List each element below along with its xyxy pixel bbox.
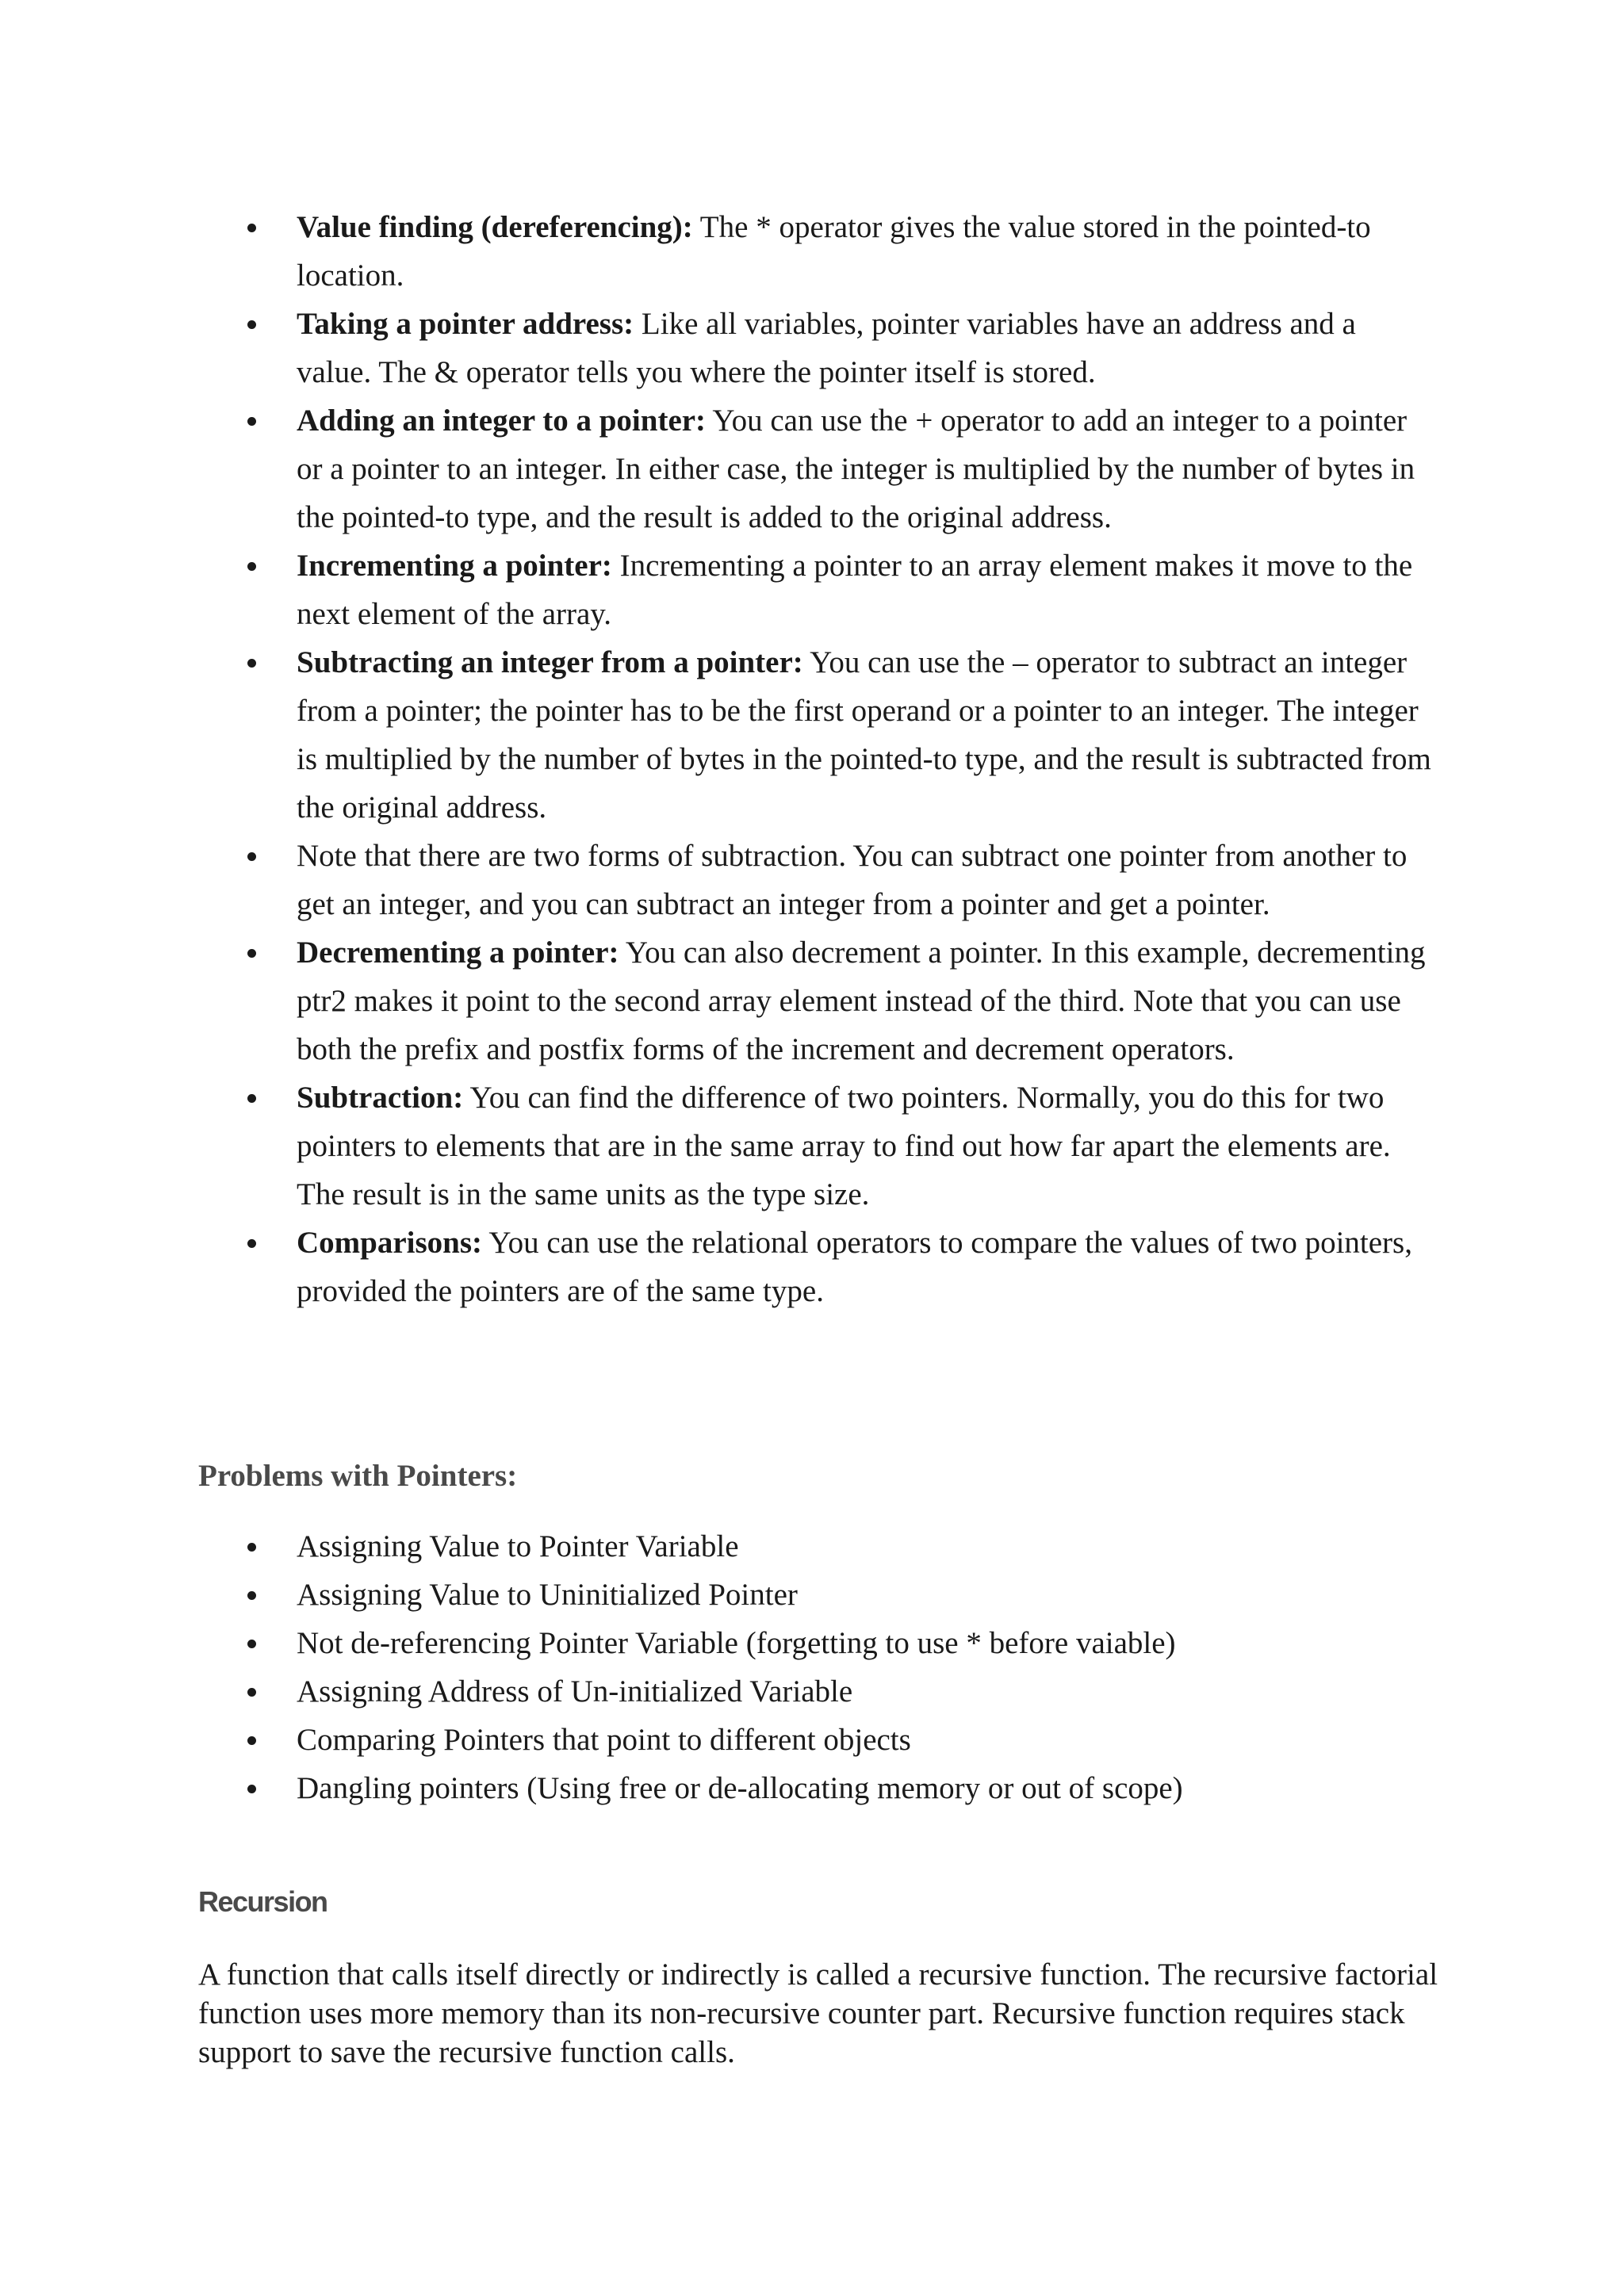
item-text: Assigning Value to Pointer Variable	[297, 1529, 739, 1563]
list-item	[0, 1764, 1624, 1812]
bullet-icon	[247, 852, 256, 861]
item-text: You can use the relational operators to compare the values of two pointers, provided the pointers are of the same type.	[297, 1226, 1412, 1308]
list-item	[0, 928, 1624, 1073]
bullet-icon	[247, 417, 256, 426]
list-item	[0, 1667, 1624, 1716]
item-text: Like all variables, pointer variables have an address and a value. The & operator tells you where the pointer itself is stored.	[297, 307, 1356, 389]
recursion-paragraph: A function that calls itself directly or indirectly is called a recursive function. The recursive factorial function uses more memory than its non-recursive counter part. Recursive function requires stack support to save the recursive function calls.	[198, 1957, 1438, 2069]
bullet-icon	[247, 320, 256, 329]
problems-heading: Problems with Pointers:	[198, 1459, 518, 1493]
list-item	[0, 832, 1624, 928]
item-term: Subtracting an integer from a pointer:	[297, 645, 803, 679]
bullet-icon	[247, 1094, 256, 1103]
problems-list	[0, 1522, 1624, 1812]
item-text: Not de-referencing Pointer Variable (forgetting to use * before vaiable)	[297, 1626, 1176, 1660]
list-item	[0, 396, 1624, 541]
bullet-icon	[247, 659, 256, 668]
item-term: Adding an integer to a pointer:	[297, 404, 707, 438]
item-text: Assigning Value to Uninitialized Pointer	[297, 1578, 798, 1612]
list-item	[0, 1522, 1624, 1571]
bullet-icon	[247, 1543, 256, 1552]
bullet-icon	[247, 1688, 256, 1697]
item-term: Subtraction:	[297, 1081, 464, 1115]
item-text: Assigning Address of Un-initialized Variable	[297, 1674, 853, 1709]
item-text: The * operator gives the value stored in the pointed-to location.	[297, 210, 1371, 293]
bullet-icon	[247, 1239, 256, 1248]
list-item	[0, 1219, 1624, 1315]
pointer-operations-list	[0, 203, 1624, 1315]
bullet-icon	[247, 949, 256, 958]
list-item	[0, 1073, 1624, 1219]
item-text: Dangling pointers (Using free or de-allocating memory or out of scope)	[297, 1771, 1183, 1805]
item-text: Incrementing a pointer to an array element makes it move to the next element of the array.	[297, 549, 1413, 631]
bullet-icon	[247, 1736, 256, 1745]
list-item	[0, 638, 1624, 832]
bullet-icon	[247, 224, 256, 232]
list-item	[0, 1571, 1624, 1619]
item-text: You can also decrement a pointer. In this example, decrementing ptr2 makes it point to the second array element instead of the third. Note that you can use both the prefix and postfix forms of the increment and decrement operators.	[297, 936, 1426, 1066]
item-text: You can use the – operator to subtract an integer from a pointer; the pointer has to be the first operand or a pointer to an integer. The integer is multiplied by the number of bytes in the pointed-to type, and the result is subtracted from the original address.	[297, 645, 1431, 825]
list-item	[0, 1619, 1624, 1667]
item-term: Taking a pointer address:	[297, 307, 634, 341]
list-item	[0, 1716, 1624, 1764]
list-item	[0, 203, 1624, 300]
item-text: You can use the + operator to add an integer to a pointer or a pointer to an integer. In either case, the integer is multiplied by the number of bytes in the pointed-to type, and the result is added to the original address.	[297, 404, 1415, 534]
item-term: Comparisons:	[297, 1226, 483, 1260]
bullet-icon	[247, 1591, 256, 1600]
item-text: Comparing Pointers that point to different objects	[297, 1723, 911, 1757]
bullet-icon	[247, 562, 256, 571]
item-text: Note that there are two forms of subtraction. You can subtract one pointer from another to get an integer, and you can subtract an integer from a pointer and get a pointer.	[297, 839, 1408, 921]
item-text: You can find the difference of two pointers. Normally, you do this for two pointers to elements that are in the same array to find out how far apart the elements are. The result is in the same units as the type size.	[297, 1081, 1391, 1211]
bullet-icon	[247, 1640, 256, 1648]
list-item	[0, 300, 1624, 396]
bullet-icon	[247, 1785, 256, 1793]
item-term: Decrementing a pointer:	[297, 936, 619, 970]
recursion-heading: Recursion	[198, 1885, 327, 1918]
item-term: Value finding (dereferencing):	[297, 210, 693, 244]
list-item	[0, 541, 1624, 638]
item-term: Incrementing a pointer:	[297, 549, 612, 583]
